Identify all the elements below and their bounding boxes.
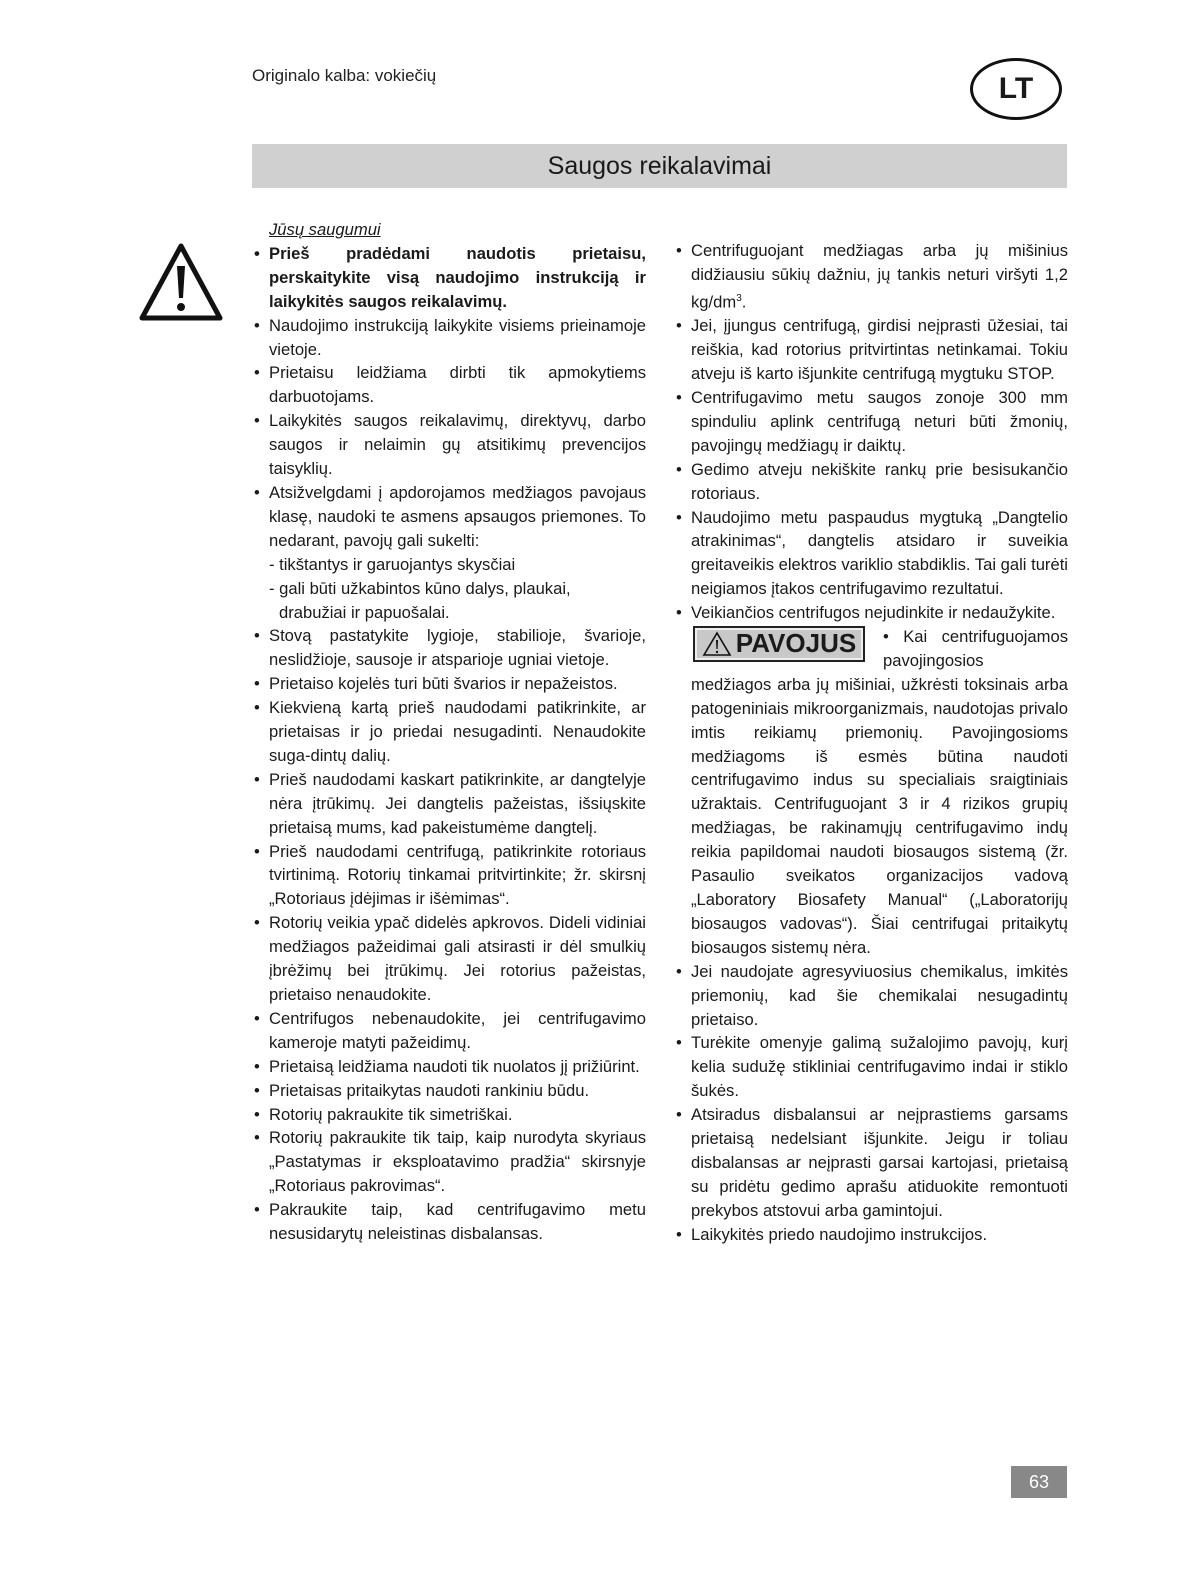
list-item: • Naudojimo metu paspaudus mygtuką „Dangtelio atrakinimas“, dangtelis atsidaro ir suveikia greitaveikis elektros variklio stabdiklis. Tai gali turėti neigiamos įtakos centrifugavimo rezultatui.	[674, 506, 1068, 602]
danger-text: •	[883, 627, 904, 647]
list-item: • Atsiradus disbalansui ar neįprastiems garsams prietaisą nedelsiant išjunkite. Jeigu ir toliau disbalansas ar neįprasti garsai kartojasi, prietaisą su pridėtu gedimo aprašu atiduokite remontuoti prekybos atstovui arba gamintojui.	[674, 1103, 1068, 1223]
list-item: • Veikiančios centrifugos nejudinkite ir nedaužykite.	[674, 601, 1068, 625]
danger-label: PAVOJUS	[735, 628, 857, 659]
page-number: 63	[1011, 1466, 1067, 1498]
warning-triangle-icon	[138, 242, 224, 322]
list-item: • Naudojimo instrukciją laikykite visiems prieinamoje vietoje.	[252, 314, 646, 362]
list-item: • Prietaisu leidžiama dirbti tik apmokytiems darbuotojams.	[252, 361, 646, 409]
left-column	[252, 218, 646, 1246]
sub-list-item: - gali būti užkabintos kūno dalys, plaukai,	[269, 578, 571, 598]
list-item: • Prietaisą leidžiama naudoti tik nuolatos jį prižiūrint.	[252, 1055, 646, 1079]
list-item: • Prieš pradėdami naudotis prietaisu, perskaitykite visą naudojimo instrukciją ir laikykitės saugos reikalavimų.	[252, 242, 646, 314]
list-item: • Rotorių veikia ypač didelės apkrovos. Dideli vidiniai medžiagos pažeidimai gali atsirasti ir dėl smulkių įbrėžimų bei įtrūkimų. Jei rotorius pažeistas, prietaiso nenaudokite.	[252, 911, 646, 1007]
language-badge: LT	[970, 58, 1062, 120]
list-item	[674, 239, 1068, 314]
list-item: • Laikykitės priedo naudojimo instrukcijos.	[674, 1223, 1068, 1247]
list-item: • Kiekvieną kartą prieš naudodami patikrinkite, ar prietaisas ir jo priedai nesugadinti. Nenaudokite suga-dintų dalių.	[252, 696, 646, 768]
sub-list-item: drabužiai ir papuošalai.	[279, 602, 450, 622]
warning-icon	[702, 631, 732, 657]
list-item: • Laikykitės saugos reikalavimų, direktyvų, darbo saugos ir nelaimin gų atsitikimų prevencijos taisyklių.	[252, 409, 646, 481]
density-end: .	[741, 292, 747, 312]
list-item: • Rotorių pakraukite tik taip, kaip nurodyta skyriaus „Pastatymas ir eksploatavimo pradžia“ skirsnyje „Rotoriaus pakrovimas“.	[252, 1126, 646, 1198]
original-language-note: Originalo kalba: vokiečių	[252, 66, 437, 85]
list-item: • Prietaisas pritaikytas naudoti rankiniu būdu.	[252, 1079, 646, 1103]
list-item: • Prieš naudodami kaskart patikrinkite, ar dangtelyje nėra įtrūkimų. Jei dangtelis pažeistas, išsiųskite prietaisą mums, kad pakeistumėme dangtelį.	[252, 768, 646, 840]
list-item: • Rotorių pakraukite tik simetriškai.	[252, 1103, 646, 1127]
list-item: • Pakraukite taip, kad centrifugavimo metu nesusidarytų neleistinas disbalansas.	[252, 1198, 646, 1246]
list-item: • Jei, įjungus centrifugą, girdisi neįprasti ūžesiai, tai reiškia, kad rotorius pritvirtintas netinkamai. Tokiu atveju iš karto išjunkite centrifugą mygtuku STOP.	[674, 314, 1068, 386]
right-column	[674, 239, 1068, 1247]
danger-item	[674, 625, 1068, 960]
list-item: • Centrifugavimo metu saugos zonoje 300 mm spinduliu aplink centrifugą neturi būti žmonių, pavojingų medžiagų ir daiktų.	[674, 386, 1068, 458]
page-title: Saugos reikalavimai	[252, 144, 1067, 188]
list-item: • Centrifugos nebenaudokite, jei centrifugavimo kameroje matyti pažeidimų.	[252, 1007, 646, 1055]
density-text: Centrifuguojant medžiagas arba jų mišinius didžiausiu sūkių dažniu, jų tankis neturi viršyti 1,2 kg/dm	[691, 241, 1068, 312]
danger-badge	[693, 626, 865, 662]
superscript: 3	[736, 292, 742, 304]
section-subtitle: Jūsų saugumui	[269, 220, 381, 239]
list-item: • Jei naudojate agresyviuosius chemikalus, imkitės priemonių, kad šie chemikalai nesugadintų prietaiso.	[674, 960, 1068, 1032]
sub-list-item: - tikštantys ir garuojantys skysčiai	[269, 554, 516, 574]
list-item: • Turėkite omenyje galimą sužalojimo pavojų, kurį kelia sudužę stikliniai centrifugavimo indai ir stiklo šukės.	[674, 1031, 1068, 1103]
list-item: • Atsižvelgdami į apdorojamos medžiagos pavojaus klasę, naudoki te asmens apsaugos priemones. To nedarant, pavojų gali sukelti:	[252, 481, 646, 553]
list-item: • Prietaiso kojelės turi būti švarios ir nepažeistos.	[252, 672, 646, 696]
danger-text: Kai centrifuguojamos pavojingosios medžiagos arba jų mišiniai, užkrėsti toksinais arba patogeniniais mikroorganizmais, naudotojas privalo imtis reikiamų priemonių. Pavojingosioms medžiagoms iš esmės būtina naudoti centrifugavimo indus su specialiais sraigtiniais užraktais. Centrifuguojant 3 ir 4 rizikos grupių medžiagas, be rakinamųjų centrifugavimo indų reikia papildomai naudoti biosaugos sistemą (žr. Pasaulio sveikatos organizacijos vadovą „Laboratory Biosafety Manual“ („Laboratorijų biosaugos vadovas“). Šiai centrifugai pritaikytų biosaugos sistemų nėra.	[691, 627, 1068, 957]
list-item: • Stovą pastatykite lygioje, stabilioje, švarioje, neslidžioje, sausoje ir atsparioje ugniai vietoje.	[252, 624, 646, 672]
list-item: • Gedimo atveju nekiškite rankų prie besisukančio rotoriaus.	[674, 458, 1068, 506]
list-item: • Prieš naudodami centrifugą, patikrinkite rotoriaus tvirtinimą. Rotorių tinkamai pritvirtinkite; žr. skirsnį „Rotoriaus įdėjimas ir išėmimas“.	[252, 840, 646, 912]
